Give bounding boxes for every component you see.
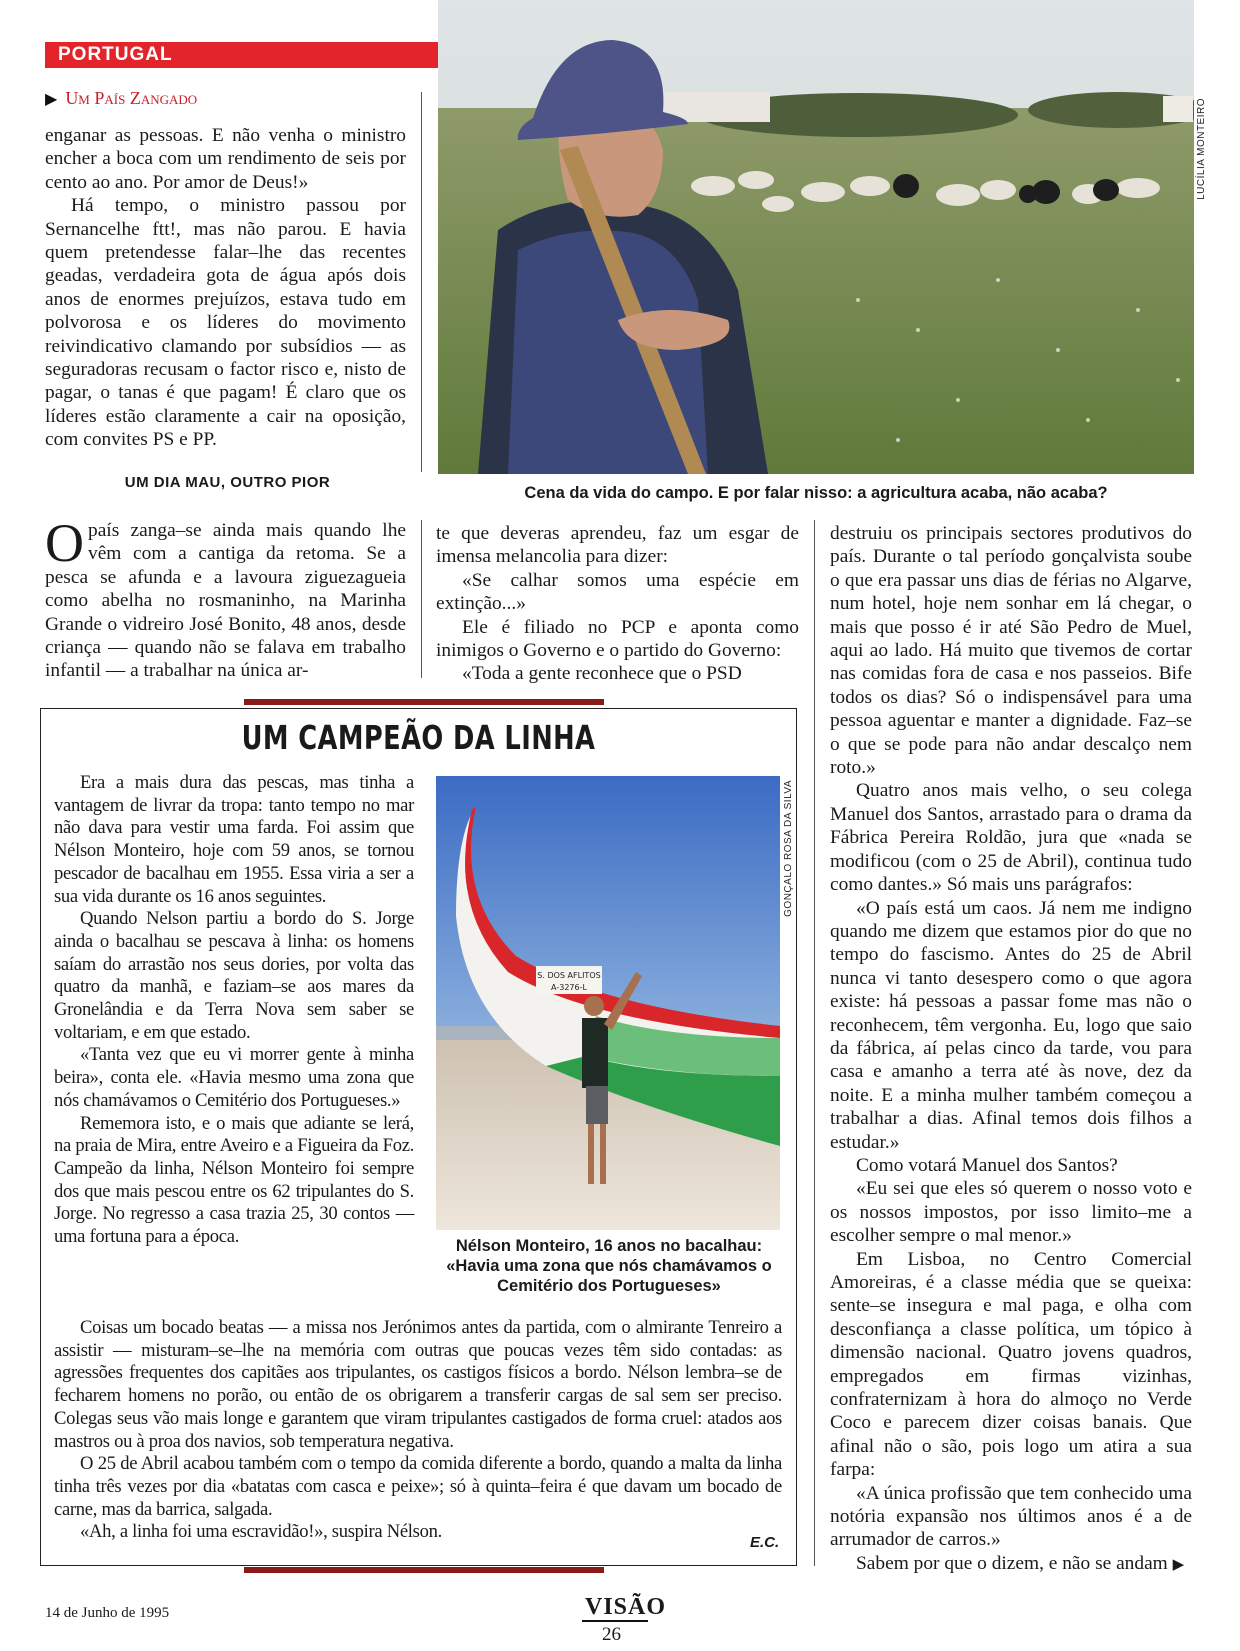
box-bottom-rule <box>244 1567 604 1573</box>
logo-underline <box>582 1620 648 1622</box>
article-col1-top <box>45 124 406 452</box>
paragraph: «Ah, a linha foi uma escravidão!», suspira Nélson. <box>80 1521 442 1543</box>
paragraph: «Toda a gente reconhece que o PSD <box>462 663 742 685</box>
paragraph: destruiu os principais sectores produtivos do país. Durante o tal período gonçalvista soube o que era passar uns dias de férias no Algarve, num hotel, hoje nem sonhar em lá chegar, o mais que posso é ir até São Pedro de Muel, aqui ao lado. Há muito que tivemos de cortar nas comidas fora de casa e nos passeios. Bife todos os dias? Só o indispensável para uma pessoa aguentar e manter a dignidade. Faz–se o que se pode para não andar descalço nem roto.» <box>830 523 1192 779</box>
paragraph: Coisas um bocado beatas — a missa nos Jerónimos antes da partida, com o almirante Tenreiro a assistir — misturam–se–lhe na memória com outras que poucas vezes têm sido contadas: as agressões frequentes dos capitães aos tripulantes, os castigos físicos a bordo. Nélson lembra–se de fecharem homens no porão, ou então de os obrigarem a transferir cargas de sal sem ser preciso. Colegas seus vão mais longe e garantem que viram tripulantes castigados de forma cruel: atados aos mastros ou à proa dos navios, sob temperatura negativa. <box>54 1317 782 1452</box>
drop-cap: O <box>45 513 84 573</box>
box-signature: E.C. <box>750 1534 780 1551</box>
boat-photo-illustration <box>436 776 780 1230</box>
photo-credit: GONÇALO ROSA DA SILVA <box>783 780 794 917</box>
paragraph: Há tempo, o ministro passou por Sernancelhe ftt!, mas não parou. E havia quem pretendesse falar–lhe das recentes geadas, verdadeira gota de água após dois anos de enormes prejuízos, estava tudo em polvorosa e os líderes do movimento reivindicativo clamando por subsídios — as seguradoras recusam o factor risco e, nisto de pagar, o tanas é que pagam! É claro que os líderes estão claramente a cair na oposição, com convites PS e PP. <box>45 195 406 451</box>
paragraph: Quando Nelson partiu a bordo do S. Jorge ainda o bacalhau se pescava à linha: os homens saíam do arrastão nos seus dories, por volta das quatro da manhã, e faziam–se aos mares da Gronelândia e da Terra Nova sem saber se voltariam, e em que estado. <box>54 908 414 1043</box>
paragraph: Quatro anos mais velho, o seu colega Manuel dos Santos, arrastado para o drama da Fábrica Pereira Roldão, jura que «nada se modificou (com o 25 de Abril), continua tudo como dantes.» Só mais uns parágrafos: <box>830 780 1192 896</box>
subhead: UM DIA MAU, OUTRO PIOR <box>124 474 331 491</box>
paragraph-text: Sabem por que o dizem, e não se andam <box>856 1552 1168 1574</box>
paragraph: enganar as pessoas. E não venha o ministro encher a boca com um rendimento de seis por cento ao ano. Por amor de Deus!» <box>45 125 406 193</box>
paragraph: «Eu sei que eles só querem o nosso voto e os nossos impostos, por isso limito–me a escolher sempre o mal menor.» <box>830 1178 1192 1247</box>
boat-registration-label: A-3276-L <box>551 983 587 992</box>
triangle-right-icon: ▶ <box>45 91 58 108</box>
paragraph: Como votará Manuel dos Santos? <box>856 1154 1118 1176</box>
paragraph: Ele é filiado no PCP e aponta como inimigos o Governo e o partido do Governo: <box>436 616 799 662</box>
photo-countryside <box>438 0 1194 474</box>
paragraph: Em Lisboa, no Centro Comercial Amoreiras, é a classe média que se queixa: sente–se insegura e mal paga, e olha com desconfiança a classe política, um tópico à dimensão nacional. Quatro jovens quadros, empregados em firmas vizinhas, confraternizam à hora do almoço no Verde Coco e parecem dizer coisas banais. Que afinal não o são, pois logo um atira a sua farpa: <box>830 1248 1192 1481</box>
kicker <box>45 88 197 109</box>
paragraph: «A única profissão que tem conhecido uma notória expansão nos últimos anos é a de arrumador de carros.» <box>830 1482 1192 1551</box>
paragraph-text: país zanga–se ainda mais quando lhe vêm com a cantiga da retoma. Se a pesca se afunda e a lavoura ziguezagueia como abelha no rosmaninho, na Marinha Grande o vidreiro José Bonito, 48 anos, desde criança — quando não se falava em trabalho infantil — a trabalhar na única ar- <box>45 520 406 682</box>
paragraph: «O país está um caos. Já nem me indigno quando me dizem que estamos pior do que no tempo do fascismo. Antes do 25 de Abril nunca vi tanto desespero como o que agora existe: há pessoas a passar fome mas não o reconhecem, têm vergonha. Eu, logo que saio da fábrica, aí pelas cinco da tarde, vou para casa e amanho a terra até às nove, dez da noite. E a minha mulher também começou a trabalhar a dias. Afinal temos dois filhos a estudar.» <box>830 897 1192 1153</box>
paragraph: O 25 de Abril acabou também com o tempo da comida diferente a bordo, quando a malta da linha tinha três vezes por dia «batatas com casca e peixe»; só à quinta–feira é que davam um bocado de carne, mas da barrica, salgada. <box>54 1453 782 1520</box>
boat-name-label: S. DOS AFLITOS <box>537 971 601 980</box>
photo-fisherman-boat <box>436 776 780 1230</box>
article-col2-top <box>436 522 799 686</box>
continue-arrow-icon: ▶ <box>1172 1556 1185 1573</box>
paragraph <box>45 513 406 683</box>
box-top-rule <box>244 699 604 705</box>
box-full-width <box>54 1317 782 1544</box>
countryside-photo-illustration <box>438 0 1194 474</box>
section-label: PORTUGAL <box>58 44 173 65</box>
caption-line: Nélson Monteiro, 16 anos no bacalhau: <box>455 1237 763 1255</box>
paragraph: Rememora isto, e o mais que adiante se lerá, na praia de Mira, entre Aveiro e a Figueira da Foz. Campeão da linha, Nélson Monteiro foi sempre dos que mais pescou entre os 62 tripulantes do S. Jorge. No regresso a casa trazia 25, 30 contos — uma fortuna para a época. <box>54 1112 414 1248</box>
column-rule <box>421 92 422 472</box>
photo-caption <box>434 1236 784 1296</box>
paragraph: «Tanta vez que eu vi morrer gente à minha beira», conta ele. «Havia mesmo uma zona que nós chamávamos o Cemitério dos Portugueses.» <box>54 1044 414 1111</box>
page-number: 26 <box>602 1624 621 1645</box>
paragraph: te que deveras aprendeu, faz um esgar de imensa melancolia para dizer: <box>436 523 799 568</box>
magazine-logo: VISÃO <box>585 1594 667 1620</box>
paragraph: Era a mais dura das pescas, mas tinha a vantagem de livrar da tropa: tanto tempo no mar não dava para vestir uma farda. Foi assim que Nélson Monteiro, hoje com 59 anos, se tornou pescador de bacalhau em 1955. Essa viria a ser a sua vida durante os 16 anos seguintes. <box>54 772 414 907</box>
box-left-column <box>54 772 414 1249</box>
article-col3 <box>830 522 1192 1577</box>
paragraph <box>830 1552 1192 1577</box>
kicker-label: Um País Zangado <box>65 88 198 108</box>
photo-credit: LUCÍLIA MONTEIRO <box>1196 98 1207 200</box>
column-rule <box>814 520 815 1566</box>
column-rule <box>421 520 422 678</box>
photo-caption: Cena da vida do campo. E por falar nisso: a agricultura acaba, não acaba? <box>524 484 1108 502</box>
footer-date: 14 de Junho de 1995 <box>45 1605 170 1621</box>
paragraph: «Se calhar somos uma espécie em extinção...» <box>436 569 799 615</box>
caption-line: «Havia uma zona que nós chamávamos o Cemitério dos Portugueses» <box>446 1257 772 1295</box>
article-col1-bottom <box>45 513 406 683</box>
box-title: UM CAMPEÃO DA LINHA <box>241 718 596 757</box>
